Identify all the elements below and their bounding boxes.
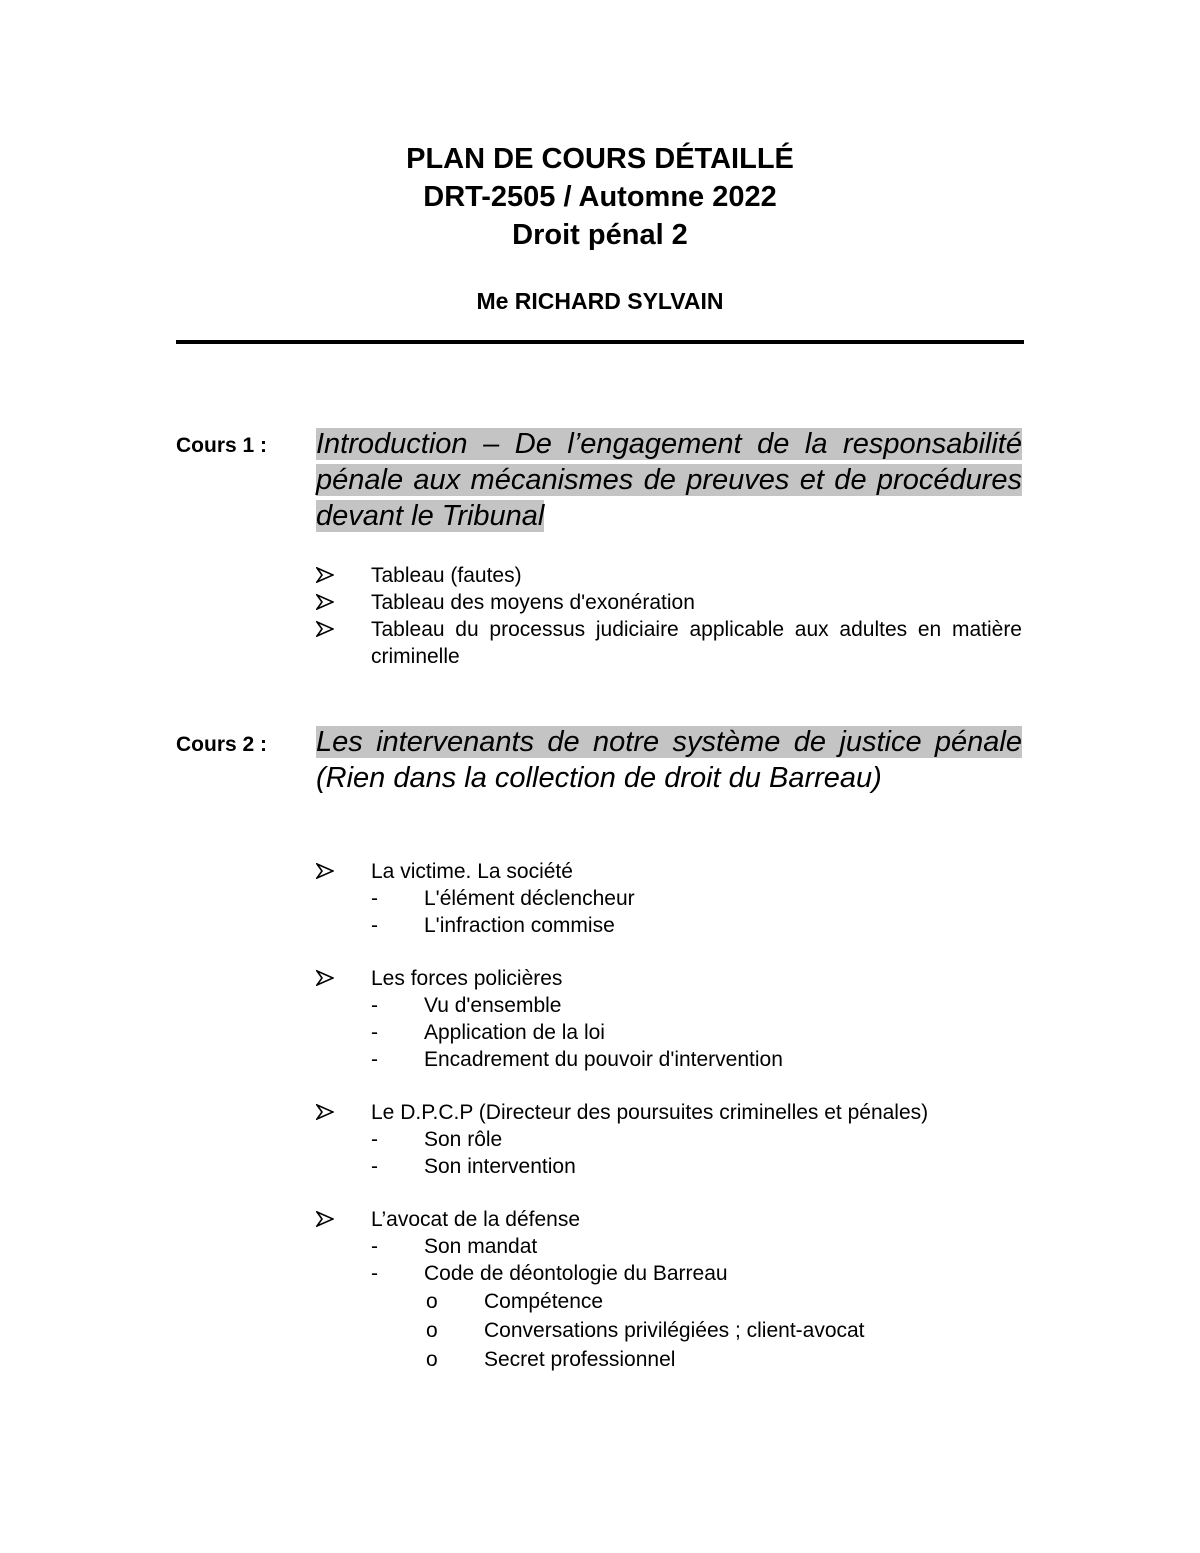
sub-item-text: Application de la loi (424, 1021, 605, 1044)
list-item (316, 965, 1022, 992)
cours-1-label: Cours 1 : (176, 434, 268, 457)
list-item-text: L’avocat de la défense (371, 1208, 580, 1231)
arrow-bullet-icon (316, 589, 340, 610)
sub-item (316, 1153, 1022, 1180)
cours-2-list (316, 858, 1022, 1374)
cours-2-title (316, 724, 1022, 796)
sub-item (316, 1233, 1022, 1260)
sub-sub-item-text: Secret professionnel (484, 1348, 676, 1371)
header-divider (176, 340, 1024, 344)
list-item (316, 858, 1022, 885)
list-item-text: Tableau du processus judiciaire applicable aux adultes en matière criminelle (371, 618, 1022, 668)
sub-item-text: Vu d'ensemble (424, 994, 562, 1017)
sub-item-text: Son mandat (424, 1235, 538, 1258)
professor-name: Me RICHARD SYLVAIN (476, 288, 724, 314)
course-name: Droit pénal 2 (512, 219, 688, 251)
cours-2-title-highlight: Les intervenants de notre système de justice pénale (316, 726, 1022, 758)
dash-bullet: - (371, 1235, 378, 1258)
list-item-text: Le D.P.C.P (Directeur des poursuites criminelles et pénales) (371, 1101, 929, 1124)
sub-sub-item (316, 1316, 1022, 1345)
dash-bullet: - (371, 1048, 378, 1071)
dash-bullet: - (371, 1155, 378, 1178)
dash-bullet: - (371, 914, 378, 937)
sub-item-text: L'élément déclencheur (424, 887, 635, 910)
sub-sub-item-text: Compétence (484, 1290, 604, 1313)
list-item-text: La victime. La société (371, 860, 573, 883)
sub-item (316, 885, 1022, 912)
list-item (316, 1099, 1022, 1126)
arrow-bullet-icon (316, 1206, 340, 1227)
dash-bullet: - (371, 1128, 378, 1151)
sub-item (316, 1046, 1022, 1073)
sub-item-text: Code de déontologie du Barreau (424, 1262, 728, 1285)
arrow-bullet-icon (316, 1099, 340, 1120)
group-avocat-defense (316, 1206, 1022, 1374)
plan-title: PLAN DE COURS DÉTAILLÉ (406, 143, 794, 175)
group-victime (316, 858, 1022, 939)
dash-bullet: - (371, 1262, 378, 1285)
document-header (176, 140, 1024, 316)
cours-1-title-text: Introduction – De l’engagement de la responsabilité pénale aux mécanismes de preuves et de procédures devant le Tribunal (316, 428, 1022, 532)
dash-bullet: - (371, 994, 378, 1017)
sub-item-text: L'infraction commise (424, 914, 615, 937)
sub-sub-item (316, 1345, 1022, 1374)
sub-item (316, 1126, 1022, 1153)
arrow-bullet-icon (316, 858, 340, 879)
sub-item (316, 912, 1022, 939)
list-item (316, 1206, 1022, 1233)
list-item-text: Tableau (fautes) (371, 564, 522, 587)
sub-item-text: Encadrement du pouvoir d'intervention (424, 1048, 783, 1071)
dash-bullet: - (371, 1021, 378, 1044)
arrow-bullet-icon (316, 616, 340, 637)
sub-item-text: Son rôle (424, 1128, 503, 1151)
list-item-text: Les forces policières (371, 967, 563, 990)
sub-item (316, 992, 1022, 1019)
cours-1-title (316, 426, 1022, 534)
sub-item (316, 1260, 1022, 1287)
group-dpcp (316, 1099, 1022, 1180)
sub-sub-item (316, 1287, 1022, 1316)
course-code: DRT-2505 / Automne 2022 (423, 181, 777, 213)
circle-bullet: o (426, 1348, 438, 1371)
cours-1-list (316, 562, 1022, 670)
group-forces-policieres (316, 965, 1022, 1073)
sub-item (316, 1019, 1022, 1046)
sub-sub-item-text: Conversations privilégiées ; client-avocat (484, 1319, 865, 1342)
circle-bullet: o (426, 1290, 438, 1313)
sub-item-text: Son intervention (424, 1155, 576, 1178)
dash-bullet: - (371, 887, 378, 910)
cours-2-title-note: (Rien dans la collection de droit du Barreau) (316, 762, 882, 794)
list-item (316, 562, 1022, 589)
list-item-text: Tableau des moyens d'exonération (371, 591, 695, 614)
list-item (316, 589, 1022, 616)
arrow-bullet-icon (316, 562, 340, 583)
arrow-bullet-icon (316, 965, 340, 986)
circle-bullet: o (426, 1319, 438, 1342)
cours-2-label: Cours 2 : (176, 733, 268, 756)
list-item (316, 616, 1022, 670)
